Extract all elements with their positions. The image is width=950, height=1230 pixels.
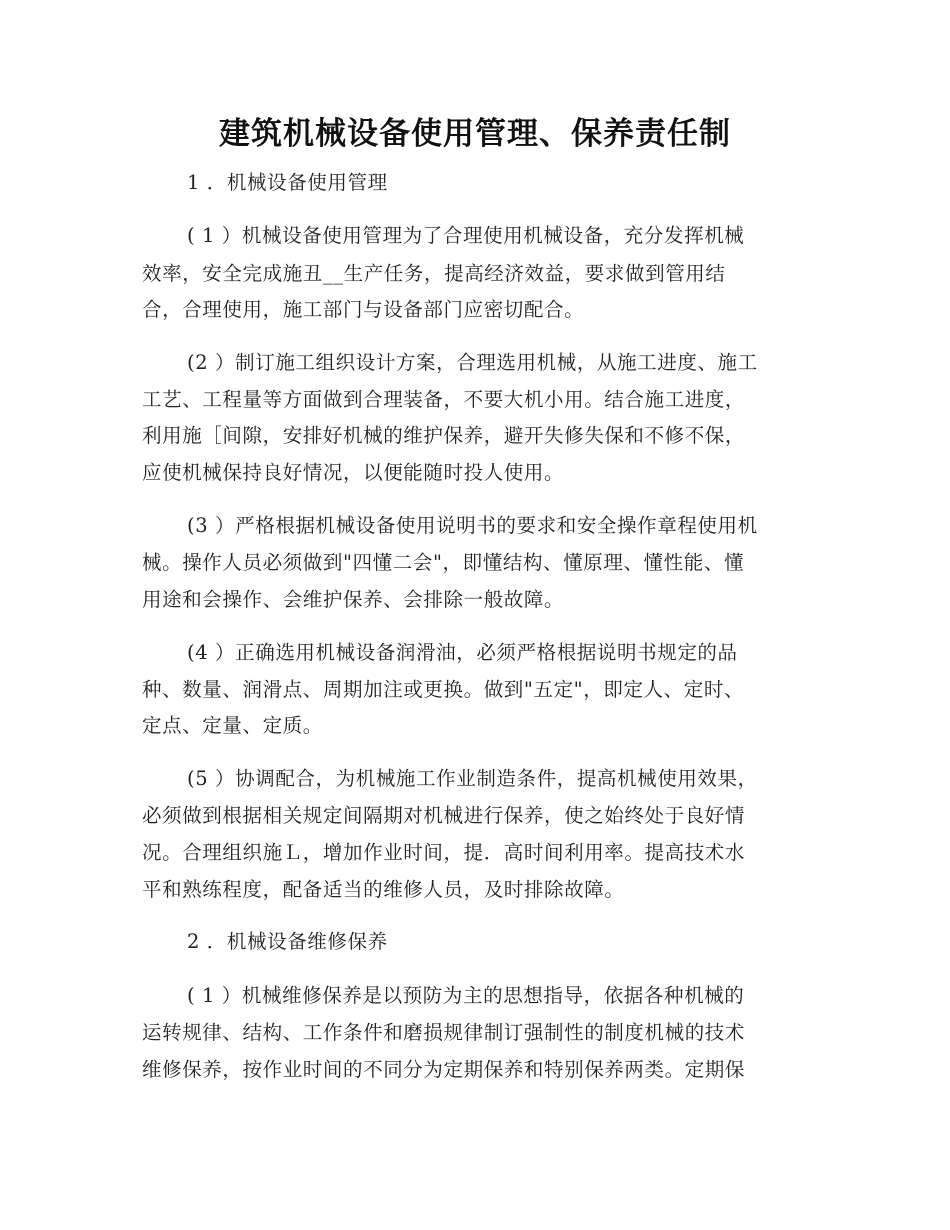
paragraph-line: 用途和会操作、会维护保养、会排除一般故障。: [142, 588, 565, 611]
paragraph-line: 必须做到根据相关规定间隔期对机械进行保养，使之始终处于良好情: [142, 804, 746, 827]
paragraph-line: 利用施［间隙，安排好机械的维护保养，避开失修失保和不修不保，: [142, 424, 746, 447]
paragraph-line: ( 1 ）机械维修保养是以预防为主的思想指导，依据各种机械的: [187, 984, 745, 1007]
paragraph-line: 应使机械保持良好情况，以便能随时投人使用。: [142, 461, 565, 484]
paragraph-line: 种、数量、润滑点、周期加注或更换。做到"五定"，即定人、定时、: [142, 678, 745, 701]
paragraph-line: 运转规律、结构、工作条件和磨损规律制订强制性的制度机械的技术: [142, 1021, 746, 1044]
paragraph-line: 合，合理使用，施工部门与设备部门应密切配合。: [142, 298, 585, 321]
document-title: 建筑机械设备使用管理、保养责任制: [219, 116, 731, 152]
paragraph-line: 效率，安全完成施丑__生产任务，提高经济效益，要求做到管用结: [142, 262, 726, 285]
section-heading: 1 ．机械设备使用管理: [187, 171, 388, 194]
paragraph-line: 工艺、工程量等方面做到合理装备，不要大机小用。结合施工进度，: [142, 388, 746, 411]
paragraph-line: 平和熟练程度，配备适当的维修人员，及时排除故障。: [142, 878, 625, 901]
section-heading: 2 ．机械设备维修保养: [187, 930, 388, 953]
paragraph-line: 定点、定量、定质。: [142, 714, 323, 737]
paragraph-line: (2 ）制订施工组织设计方案，合理选用机械，从施工进度、施工: [187, 351, 758, 374]
paragraph-line: (3 ）严格根据机械设备使用说明书的要求和安全操作章程使用机: [187, 514, 758, 537]
paragraph-line: 械。操作人员必须做到"四懂二会"，即懂结构、懂原理、懂性能、懂: [142, 551, 745, 574]
paragraph-line: 况。合理组织施Ｌ，增加作业时间，提．高时间利用率。提高技术水: [142, 841, 746, 864]
paragraph-line: 维修保养，按作业时间的不同分为定期保养和特别保养两类。定期保: [142, 1058, 746, 1081]
paragraph-line: ( 1 ）机械设备使用管理为了合理使用机械设备，充分发挥机械: [187, 224, 745, 247]
paragraph-line: (4 ）正确选用机械设备润滑油，必须严格根据说明书规定的品: [187, 641, 738, 664]
paragraph-line: (5 ）协调配合，为机械施工作业制造条件，提高机械使用效果，: [187, 767, 758, 790]
